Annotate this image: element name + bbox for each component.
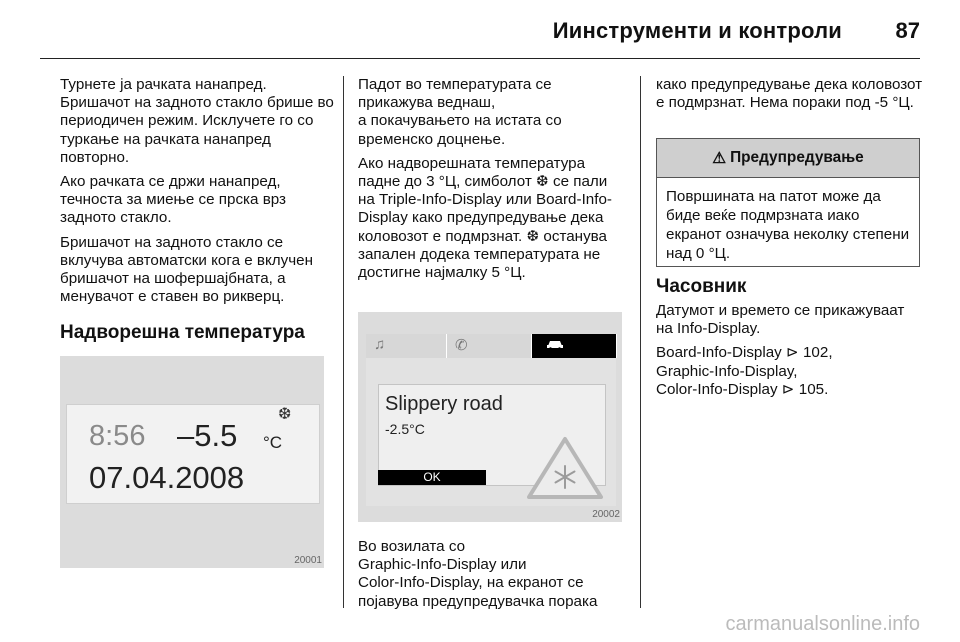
column-3 <box>656 76 924 118</box>
page-header <box>40 0 920 60</box>
paragraph <box>656 344 924 399</box>
music-note-icon: ♫ <box>374 336 386 353</box>
warning-body: Површината на патот може да биде веќе подмрзната иако екранот означува неколку степени над 0 °Ц. <box>666 188 910 262</box>
figure-info-display <box>60 356 324 568</box>
display-temperature: –5.5 <box>177 418 238 453</box>
snowflake-icon: ❆ <box>536 173 549 191</box>
watermark: carmanualsonline.info <box>725 613 920 635</box>
paragraph <box>358 155 626 282</box>
column-2-bottom <box>358 538 626 611</box>
figure-graphic-info-display <box>358 312 622 522</box>
lcd-screen <box>66 404 320 504</box>
paragraph: Бришачот на задното стакло се вклучува автоматски кога е вклучен бришачот на шофершајбната, а менувачот е ставен во рикверц. <box>60 233 313 306</box>
phone-icon: ✆ <box>455 337 468 354</box>
text: Graphic-Info-Display или <box>358 556 527 574</box>
text: Color-Info-Display <box>656 380 778 398</box>
paragraph: Ако рачката се држи нанапред, течноста за миење се прска врз задното стакло. <box>60 173 287 227</box>
text: Board-Info-Display <box>656 344 782 362</box>
text: Graphic-Info-Display, <box>656 362 798 380</box>
column-3-bottom <box>656 302 924 405</box>
text: останува запален додека температурата не достигне најмалку 5 °Ц. <box>358 227 608 282</box>
warning-title: Предупредување <box>730 149 864 166</box>
figure-code: 20002 <box>592 509 620 520</box>
column-2 <box>358 76 626 288</box>
page-title: Иинструменти и контроли <box>552 18 842 43</box>
car-icon <box>546 338 564 350</box>
section-heading-outside-temperature: Надворешна температура <box>60 322 305 343</box>
snowflake-icon: ❆ <box>526 227 540 245</box>
text: Падот во температурата се прикажува веднаш, <box>358 76 552 112</box>
ok-button: OK <box>378 470 486 485</box>
display-tabs <box>366 334 616 358</box>
warning-header <box>657 139 919 178</box>
paragraph: како предупредување дека коловозот е подмрзнат. Нема пораки под -5 °Ц. <box>656 76 923 112</box>
text: а покачувањето на истата со временско доцнење. <box>358 112 562 148</box>
column-divider <box>640 76 641 608</box>
snowflake-icon: ❆ <box>278 406 292 423</box>
page-reference: 102, <box>802 344 833 362</box>
figure-code: 20001 <box>294 555 322 566</box>
page-reference-arrow-icon: ⊳ <box>781 380 795 398</box>
page-number: 87 <box>895 18 920 43</box>
slippery-road-warning-icon <box>526 436 604 500</box>
text: појавува предупредувачка порака <box>358 592 598 610</box>
tab-vehicle <box>532 334 617 358</box>
section-heading-clock: Часовник <box>656 276 747 297</box>
paragraph <box>358 76 626 149</box>
display-unit: °C <box>263 433 283 452</box>
text: се пали на Triple-Info-Display или Board-Info-Display како предупредување дека коловозот е подмрзнат. <box>358 173 612 245</box>
column-divider <box>343 76 344 608</box>
text: Color-Info-Display, на екранот се <box>358 574 584 592</box>
warning-icon: ⚠ <box>712 149 727 167</box>
warning-box <box>656 138 920 267</box>
message-temperature: -2.5°C <box>385 421 425 437</box>
paragraph: Турнете ја рачката нанапред. Бришачот на задното стакло брише во периодичен режим. Исклучете го со туркање на рачката нанапред повторно. <box>60 76 334 166</box>
display-date: 07.04.2008 <box>89 460 245 495</box>
display-screen <box>366 334 616 506</box>
header-rule <box>40 58 920 59</box>
page-reference-arrow-icon: ⊳ <box>786 344 799 362</box>
column-1 <box>60 76 335 312</box>
tab-phone <box>447 334 532 358</box>
paragraph: Датумот и времето се прикажуваат на Info-Display. <box>656 302 905 338</box>
message-title: Slippery road <box>385 393 503 415</box>
page-reference: 105. <box>798 380 829 398</box>
display-time: 8:56 <box>89 420 146 452</box>
text: Во возилата со <box>358 538 466 555</box>
text: Ако надворешната температура падне до 3 °Ц, симболот <box>358 154 586 191</box>
tab-audio <box>366 334 447 358</box>
